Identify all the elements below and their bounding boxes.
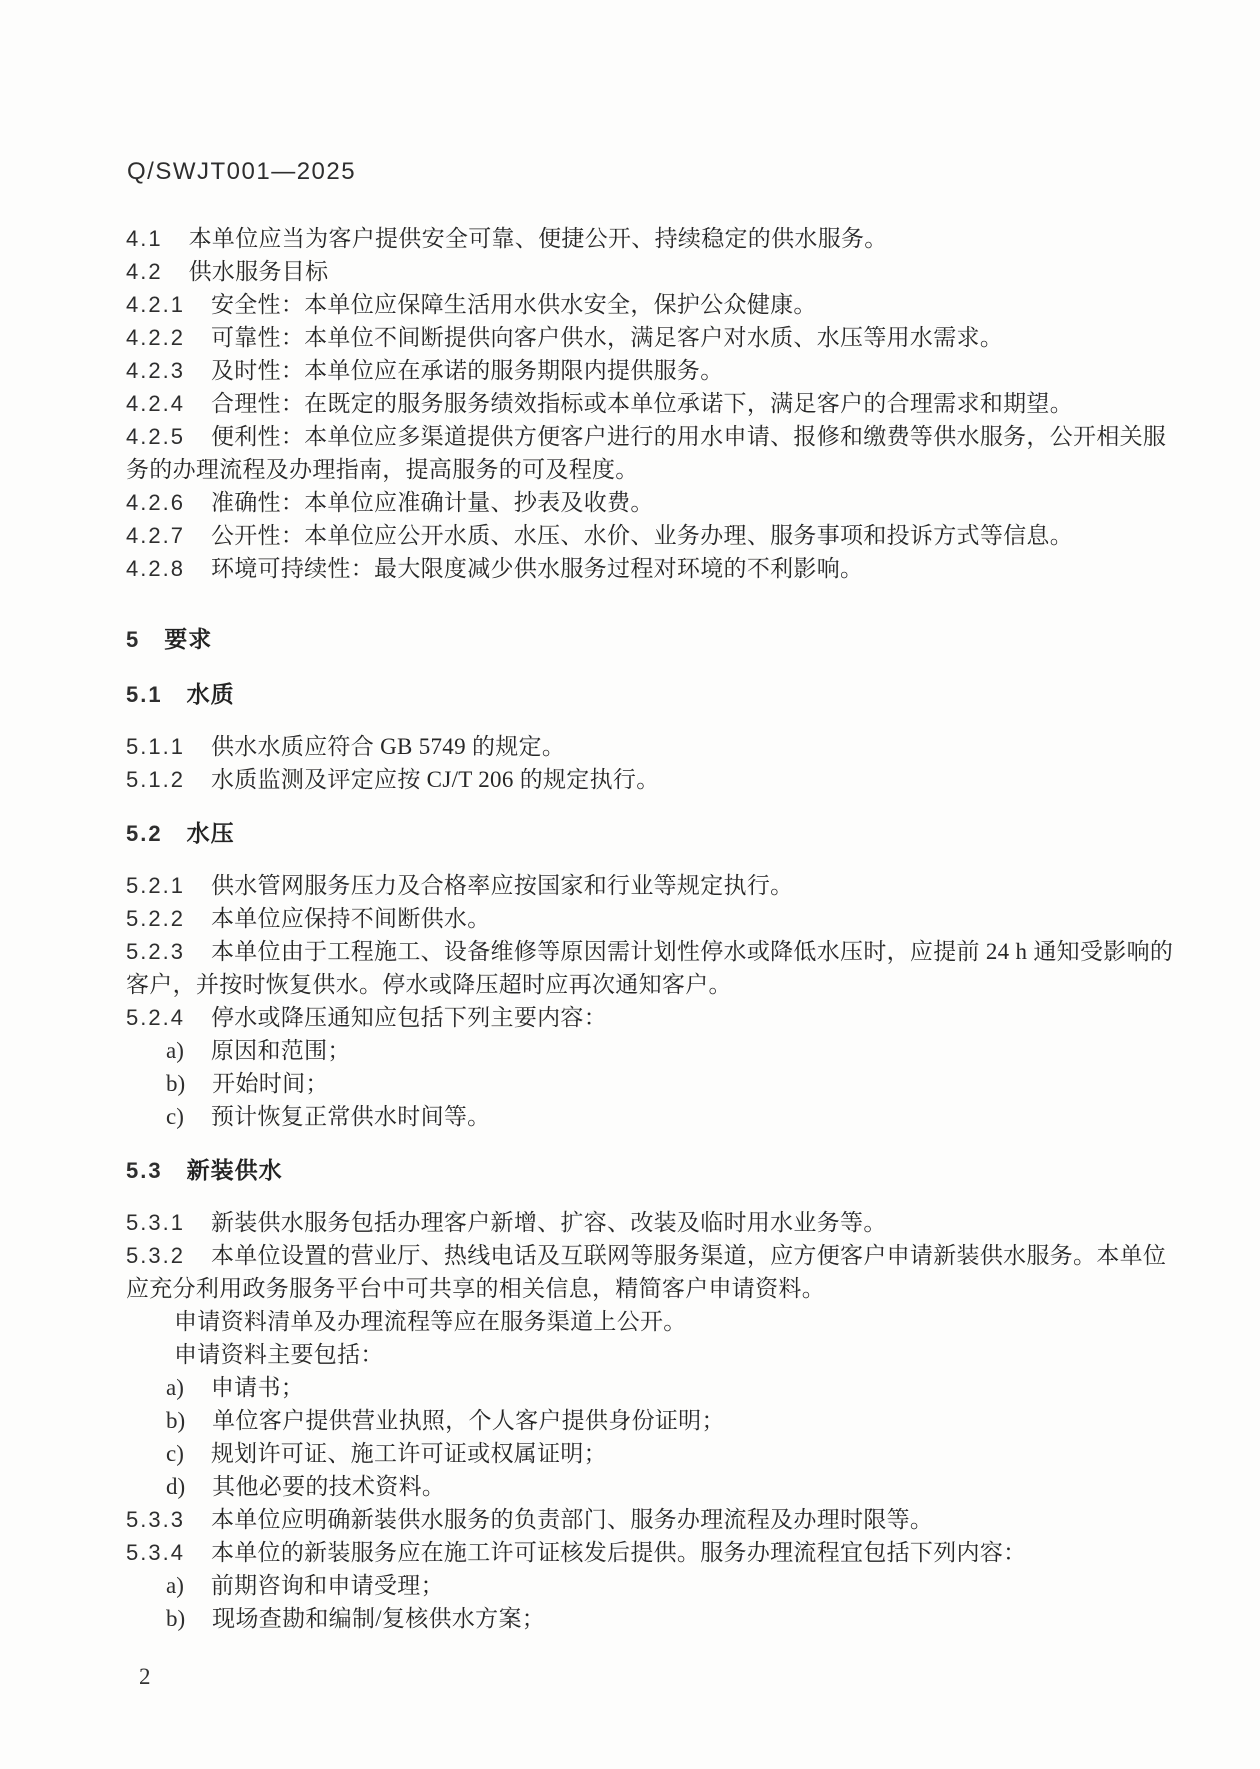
list-item: [126, 1470, 1180, 1503]
line-text: 合理性：在既定的服务服务绩效指标或本单位承诺下，满足客户的合理需求和期望。: [210, 391, 1074, 416]
clause-number: 4.2.6: [126, 490, 185, 515]
line-text: 新装供水: [186, 1157, 283, 1183]
line-text: 本单位应当为客户提供安全可靠、便捷公开、持续稳定的供水服务。: [188, 226, 888, 251]
line-text: 安全性：本单位应保障生活用水供水安全，保护公众健康。: [210, 292, 817, 317]
clause-line: [126, 486, 1180, 519]
line-text: 停水或降压通知应包括下列主要内容：: [210, 1005, 608, 1030]
line-text: 本单位应明确新装供水服务的负责部门、服务办理流程及办理时限等。: [210, 1507, 934, 1532]
list-marker: c): [166, 1104, 184, 1129]
continuation-line: 应充分利用政务服务平台中可共享的相关信息，精简客户申请资料。: [126, 1276, 825, 1301]
line-text: 公开性：本单位应公开水质、水压、水价、业务办理、服务事项和投诉方式等信息。: [210, 523, 1074, 548]
page-number: 2: [139, 1664, 151, 1689]
continuation-line: 客户，并按时恢复供水。停水或降压超时应再次通知客户。: [126, 972, 732, 997]
clause-line: [126, 387, 1180, 420]
clause-number: 5.1.1: [126, 734, 185, 759]
list-marker: b): [166, 1071, 186, 1096]
clause-line: [126, 255, 1180, 288]
clause-number: 5.2: [126, 821, 163, 846]
line-text: 水质监测及评定应按 CJ/T 206 的规定执行。: [210, 767, 660, 792]
clause-line: [126, 354, 1180, 387]
line-text: 本单位设置的营业厅、热线电话及互联网等服务渠道，应方便客户申请新装供水服务。本单位: [210, 1243, 1167, 1268]
list-item: [126, 1404, 1180, 1437]
clause-number: 4.2.3: [126, 358, 185, 383]
clause-line: [126, 763, 1180, 796]
clause-line: [126, 902, 1180, 935]
line-text: 可靠性：本单位不间断提供向客户供水，满足客户对水质、水压等用水需求。: [210, 325, 1004, 350]
clause-number: 5.1.2: [126, 767, 185, 792]
list-marker: b): [166, 1606, 186, 1631]
indented-paragraph: [126, 1338, 1180, 1371]
clause-number: 5.2.3: [126, 939, 185, 964]
list-marker: a): [166, 1375, 184, 1400]
list-marker: c): [166, 1441, 184, 1466]
line-text: 水质: [186, 681, 235, 707]
list-item: [126, 1602, 1180, 1635]
line-text: 便利性：本单位应多渠道提供方便客户进行的用水申请、报修和缴费等供水服务，公开相关服: [210, 424, 1167, 449]
clause-number: 4.2.8: [126, 556, 185, 581]
clause-line: [126, 869, 1180, 902]
line-text: 供水服务目标: [188, 259, 329, 284]
clause-line: [126, 420, 1180, 453]
clause-number: 4.2.7: [126, 523, 185, 548]
list-marker: d): [166, 1474, 186, 1499]
clause-number: 5.3.2: [126, 1243, 185, 1268]
clause-number: 5.3: [126, 1158, 163, 1183]
section-heading: [126, 623, 1180, 656]
line-text: 本单位由于工程施工、设备维修等原因需计划性停水或降低水压时，应提前 24 h 通知受影响的: [210, 939, 1174, 964]
line-text: 前期咨询和申请受理；: [210, 1573, 444, 1598]
document-body: [126, 222, 1180, 1635]
continuation-line: 务的办理流程及办理指南，提高服务的可及程度。: [126, 457, 639, 482]
line-text: 供水水质应符合 GB 5749 的规定。: [210, 734, 566, 759]
list-item: [126, 1100, 1180, 1133]
clause-line: [126, 1206, 1180, 1239]
list-marker: a): [166, 1038, 184, 1063]
clause-line: [126, 519, 1180, 552]
line-text: 原因和范围；: [210, 1038, 351, 1063]
clause-number: 4.1: [126, 226, 163, 251]
clause-number: 4.2: [126, 259, 163, 284]
line-text: 申请书；: [210, 1375, 305, 1400]
document-code: Q/SWJT001—2025: [127, 158, 357, 185]
clause-number: 4.2.5: [126, 424, 185, 449]
list-item: [126, 1371, 1180, 1404]
line-text: 其他必要的技术资料。: [212, 1474, 446, 1499]
clause-line: [126, 288, 1180, 321]
line-text: 规划许可证、施工许可证或权属证明；: [210, 1441, 607, 1466]
list-item: [126, 1067, 1180, 1100]
clause-number: 4.2.1: [126, 292, 185, 317]
list-marker: b): [166, 1408, 186, 1433]
clause-line: [126, 730, 1180, 763]
clause-number: 5.3.3: [126, 1507, 185, 1532]
line-text: 单位客户提供营业执照，个人客户提供身份证明；: [212, 1408, 725, 1433]
line-text: 开始时间；: [212, 1071, 329, 1096]
line-text: 本单位应保持不间断供水。: [210, 906, 491, 931]
line-text: 申请资料清单及办理流程等应在服务渠道上公开。: [174, 1309, 687, 1334]
line-text: 供水管网服务压力及合格率应按国家和行业等规定执行。: [210, 873, 794, 898]
line-text: 申请资料主要包括：: [174, 1342, 384, 1367]
clause-line: [126, 935, 1180, 968]
clause-number: 4.2.2: [126, 325, 185, 350]
line-text: 现场查勘和编制/复核供水方案；: [212, 1606, 546, 1631]
section-heading: [126, 817, 1180, 850]
line-text: 本单位的新装服务应在施工许可证核发后提供。服务办理流程宜包括下列内容：: [210, 1540, 1027, 1565]
line-text: 环境可持续性：最大限度减少供水服务过程对环境的不利影响。: [210, 556, 864, 581]
clause-number: 5.2.4: [126, 1005, 185, 1030]
clause-number: 5.1: [126, 682, 163, 707]
line-text: 及时性：本单位应在承诺的服务期限内提供服务。: [210, 358, 724, 383]
list-marker: a): [166, 1573, 184, 1598]
list-item: [126, 1569, 1180, 1602]
clause-line: [126, 552, 1180, 585]
line-text: 要求: [164, 626, 213, 652]
clause-line: [126, 1001, 1180, 1034]
clause-number: 5: [126, 627, 141, 652]
section-heading: [126, 678, 1180, 711]
clause-number: 5.3.1: [126, 1210, 185, 1235]
indented-paragraph: [126, 1305, 1180, 1338]
line-text: 新装供水服务包括办理客户新增、扩容、改装及临时用水业务等。: [210, 1210, 887, 1235]
clause-line: [126, 1239, 1180, 1272]
clause-line: [126, 1536, 1180, 1569]
line-text: 水压: [186, 820, 235, 846]
line-text: 准确性：本单位应准确计量、抄表及收费。: [210, 490, 654, 515]
clause-line: [126, 222, 1180, 255]
clause-number: 5.3.4: [126, 1540, 185, 1565]
clause-line: [126, 321, 1180, 354]
line-text: 预计恢复正常供水时间等。: [210, 1104, 491, 1129]
clause-number: 4.2.4: [126, 391, 185, 416]
section-heading: [126, 1154, 1180, 1187]
clause-line: [126, 1503, 1180, 1536]
list-item: [126, 1437, 1180, 1470]
clause-number: 5.2.2: [126, 906, 185, 931]
clause-number: 5.2.1: [126, 873, 185, 898]
list-item: [126, 1034, 1180, 1067]
